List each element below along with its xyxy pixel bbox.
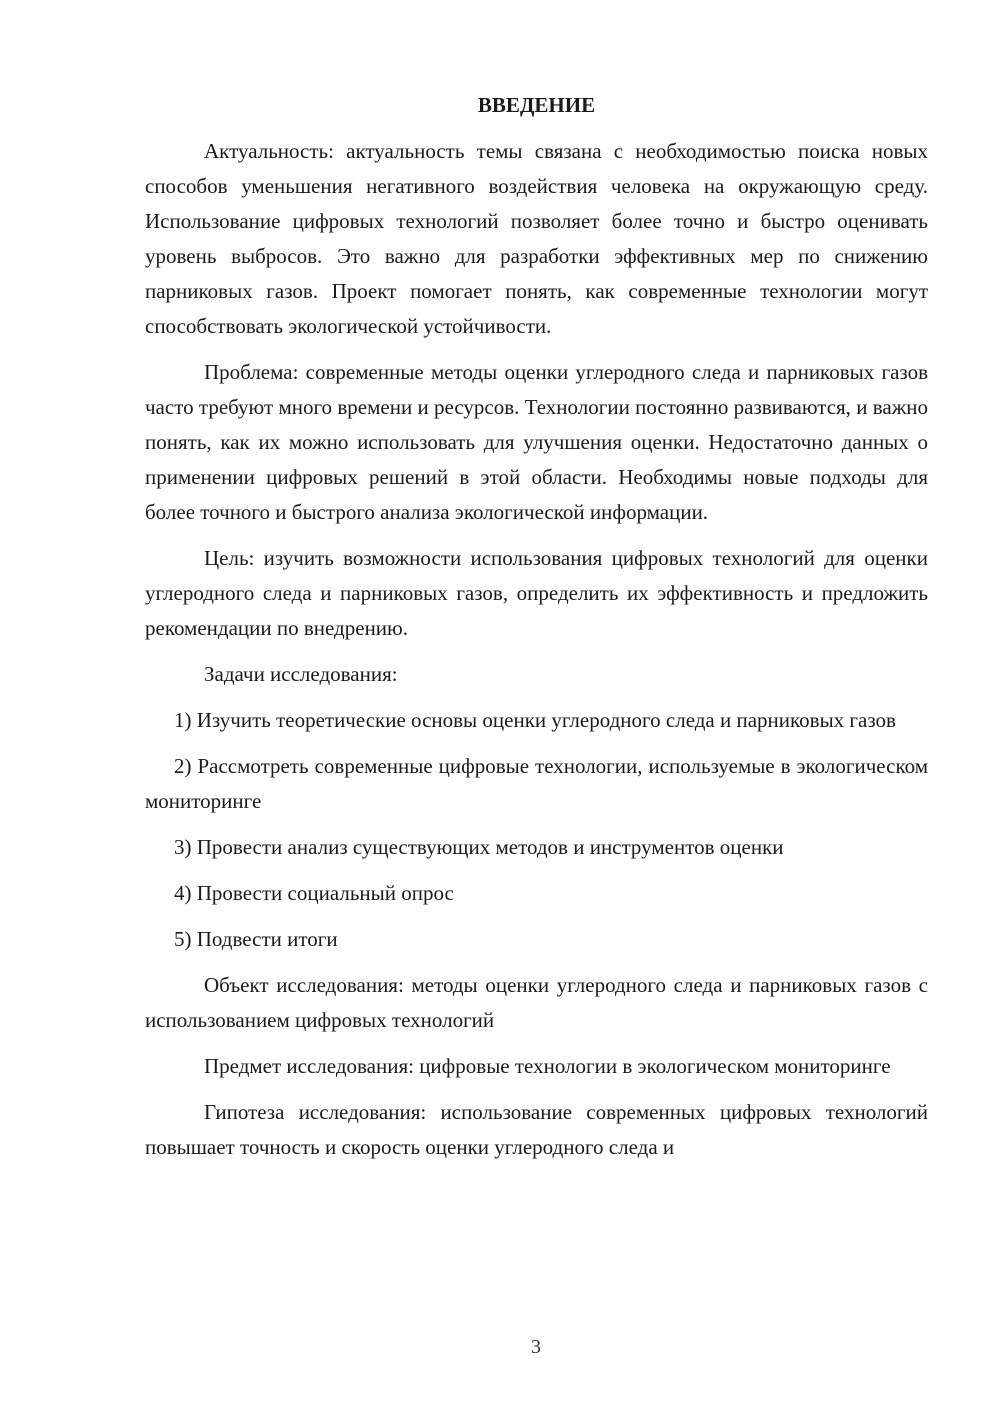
problem-paragraph: Проблема: современные методы оценки углеродного следа и парниковых газов часто требуют много времени и ресурсов. Технологии постоянно развиваются, и важно понять, как их можно использовать для улучшения оценки. Недостаточно данных о применении цифровых решений в этой области. Необходимы новые подходы для более точного и быстрого анализа экологической информации. — [145, 360, 928, 524]
subject-paragraph: Предмет исследования: цифровые технологии в экологическом мониторинге — [204, 1054, 891, 1078]
object-paragraph: Объект исследования: методы оценки углеродного следа и парниковых газов с использованием цифровых технологий — [145, 973, 928, 1032]
task-item-3: 3) Провести анализ существующих методов и инструментов оценки — [174, 835, 784, 859]
tasks-title: Задачи исследования: — [204, 662, 398, 686]
document-page — [145, 88, 928, 1176]
page-number: 3 — [531, 1336, 541, 1358]
hypothesis-paragraph: Гипотеза исследования: использование современных цифровых технологий повышает точность и скорость оценки углеродного следа и — [145, 1100, 928, 1159]
page-title: ВВЕДЕНИЕ — [477, 93, 596, 117]
task-item-4: 4) Провести социальный опрос — [174, 881, 454, 905]
task-item-1: 1) Изучить теоретические основы оценки углеродного следа и парниковых газов — [174, 708, 896, 732]
relevance-paragraph: Актуальность: актуальность темы связана с необходимостью поиска новых способов уменьшения негативного воздействия человека на окружающую среду. Использование цифровых технологий позволяет более точно и быстро оценивать уровень выбросов. Это важно для разработки эффективных мер по снижению парниковых газов. Проект помогает понять, как современные технологии могут способствовать экологической устойчивости. — [145, 139, 928, 338]
task-item-5: 5) Подвести итоги — [174, 927, 338, 951]
goal-paragraph: Цель: изучить возможности использования цифровых технологий для оценки углеродного следа и парниковых газов, определить их эффективность и предложить рекомендации по внедрению. — [145, 546, 928, 640]
task-item-2: 2) Рассмотреть современные цифровые технологии, используемые в экологическом мониторинге — [145, 754, 928, 813]
